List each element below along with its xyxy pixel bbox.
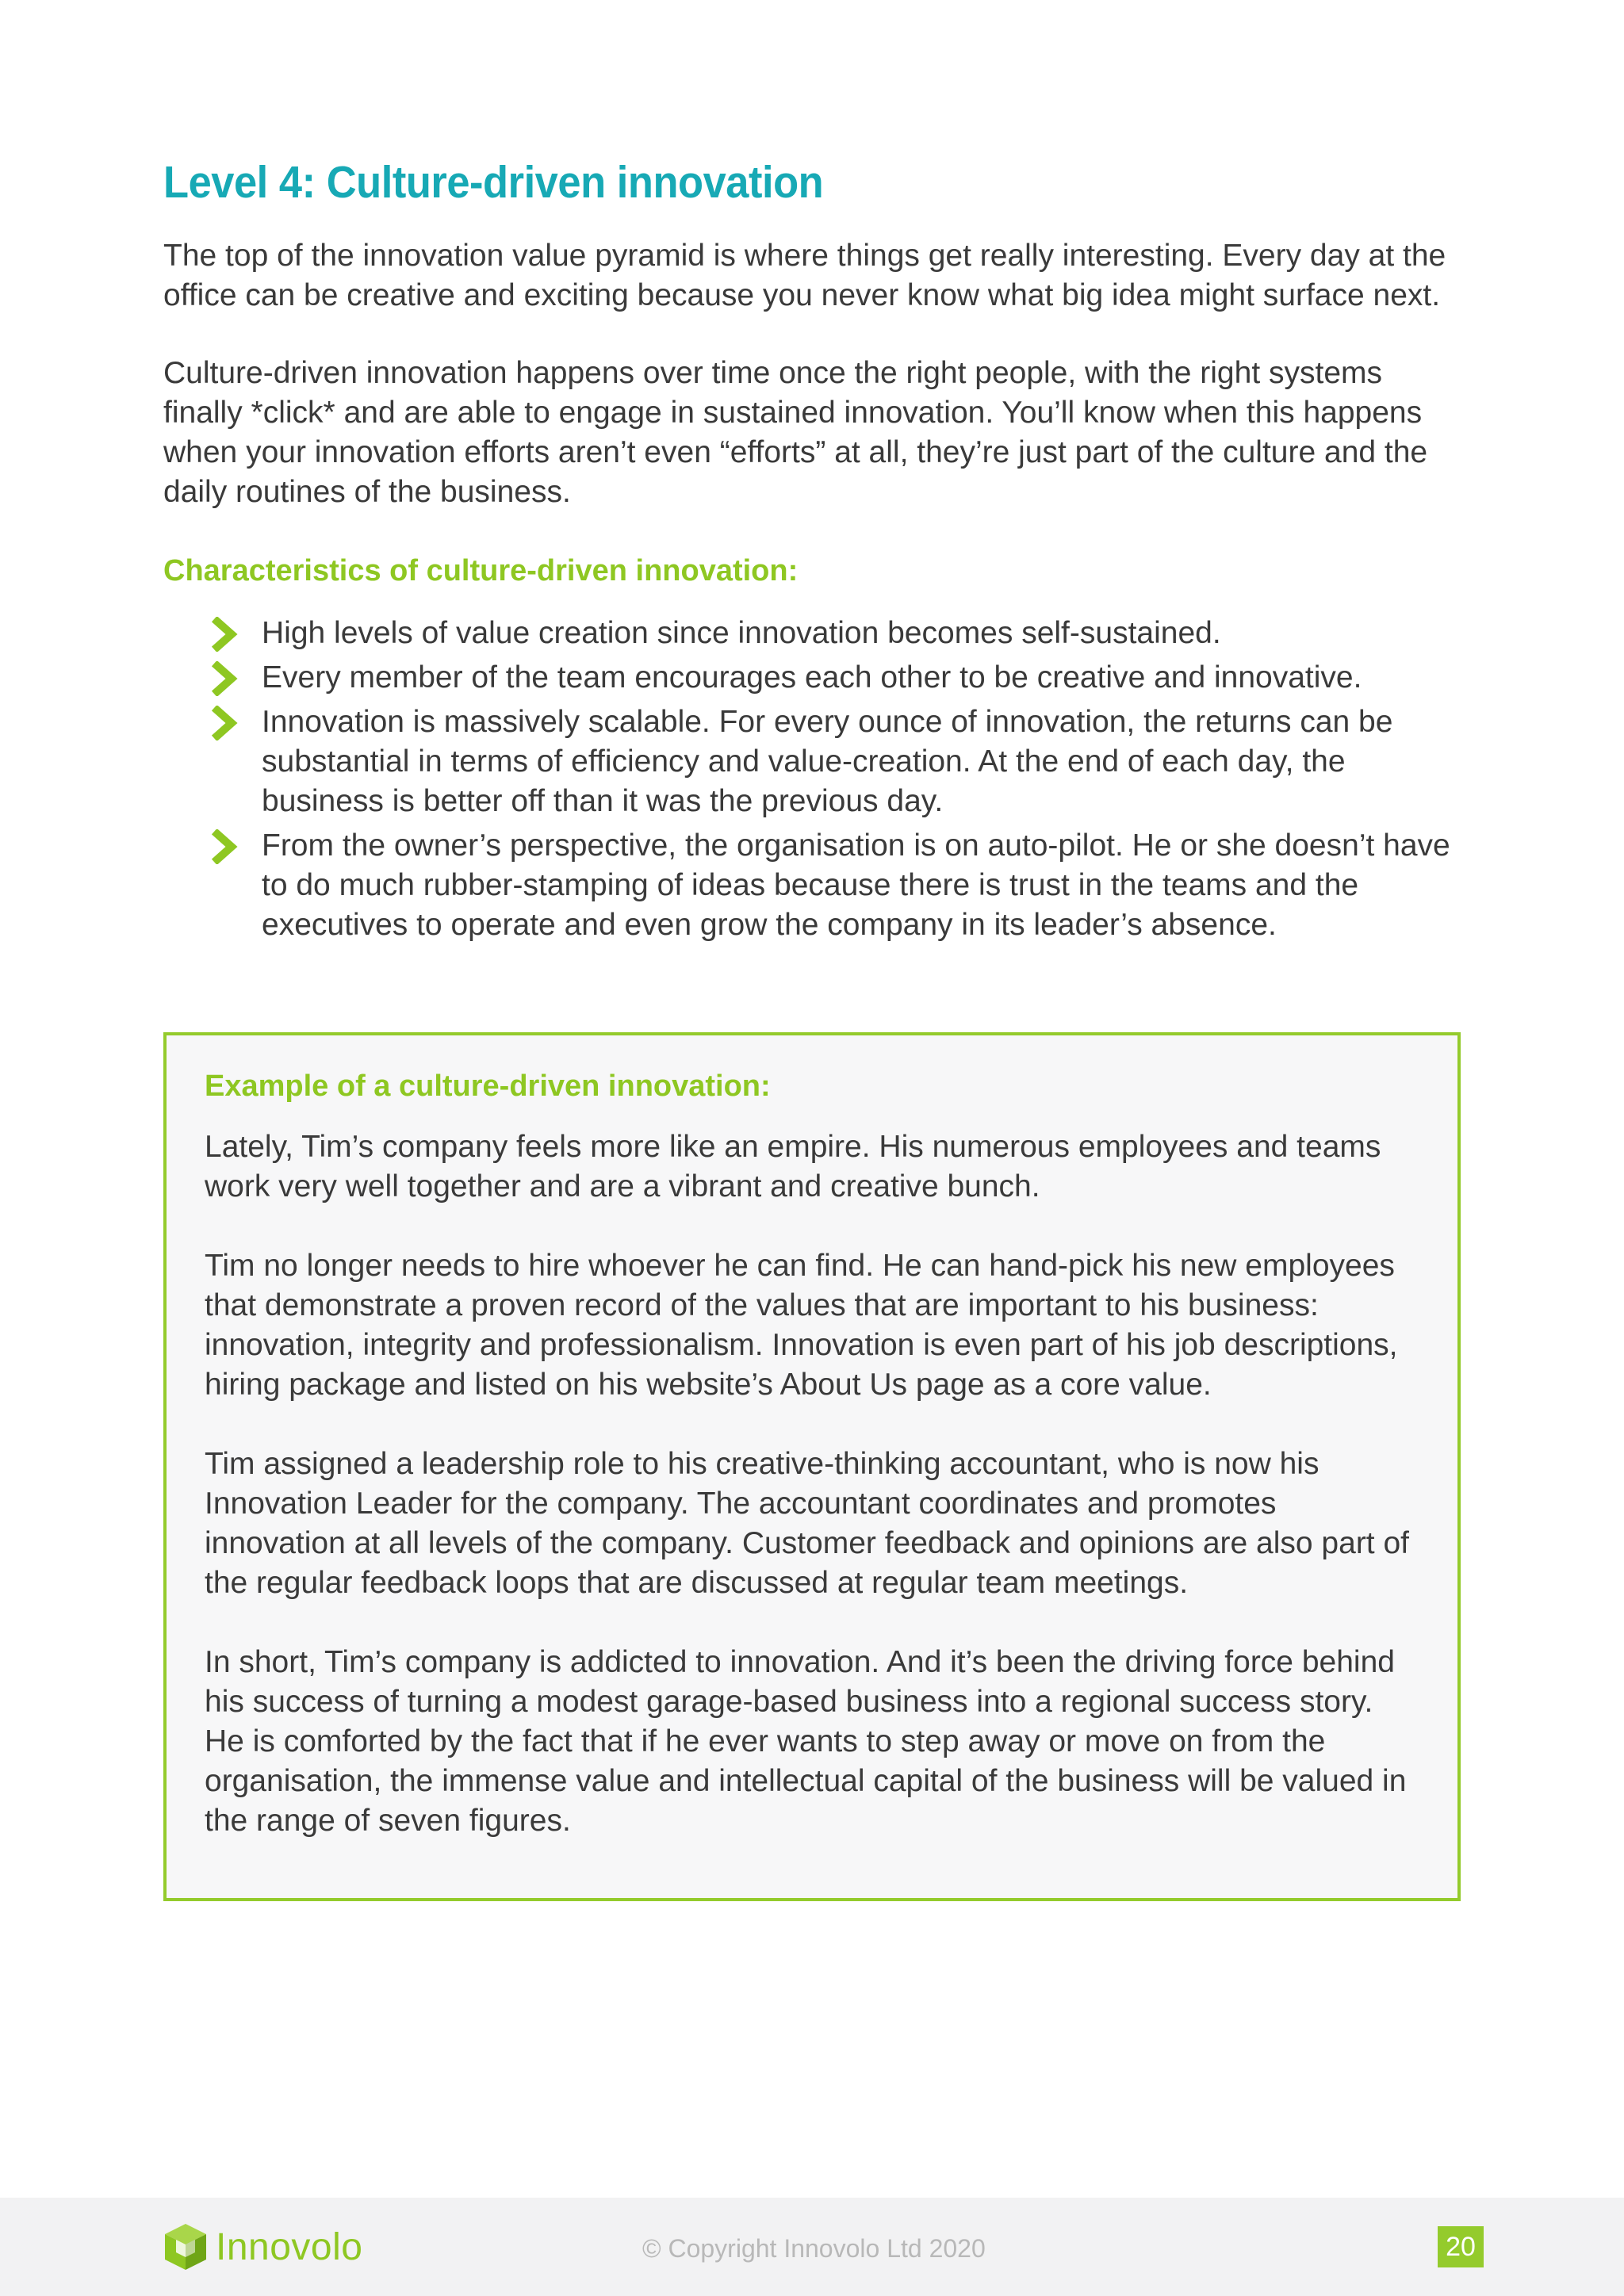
list-item <box>163 658 1461 698</box>
list-item-text: Innovation is massively scalable. For every ounce of innovation, the returns can be substantial in terms of efficiency and value-creation. At the end of each day, the business is better off than it was the previous day. <box>262 705 1393 818</box>
list-item <box>163 702 1461 821</box>
chevron-right-icon <box>211 829 239 864</box>
page-title: Level 4: Culture-driven innovation <box>163 157 824 208</box>
brand-logo <box>162 2221 362 2272</box>
list-item-text: High levels of value creation since innovation becomes self-sustained. <box>262 616 1221 650</box>
page-footer <box>0 2198 1624 2296</box>
copyright-text: © Copyright Innovolo Ltd 2020 <box>642 2234 986 2263</box>
chevron-right-icon <box>211 706 239 740</box>
list-item <box>163 614 1461 653</box>
example-paragraph-3: Tim assigned a leadership role to his creative-thinking accountant, who is now his Innovation Leader for the company. The accountant coordinates and promotes innovation at all levels of the company. Customer feedback and opinions are also part of the regular feedback loops that are discussed at regular team meetings. <box>205 1447 1410 1600</box>
intro-paragraph-2: Culture-driven innovation happens over time once the right people, with the right systems finally *click* and are able to engage in sustained innovation. You’ll know when this happens when your innovation efforts aren’t even “efforts” at all, they’re just part of the culture and the daily routines of the business. <box>163 356 1428 509</box>
intro-paragraph-1: The top of the innovation value pyramid is where things get really interesting. Every day at the office can be creative and exciting because you never know what big idea might surface next. <box>163 239 1446 312</box>
example-callout-box <box>163 1032 1461 1901</box>
characteristics-heading: Characteristics of culture-driven innovation: <box>163 554 799 587</box>
chevron-right-icon <box>211 617 239 652</box>
example-paragraph-1: Lately, Tim’s company feels more like an empire. His numerous employees and teams work very well together and are a vibrant and creative bunch. <box>205 1130 1381 1203</box>
example-paragraph-4: In short, Tim’s company is addicted to innovation. And it’s been the driving force behind his success of turning a modest garage-based business into a regional success story. He is comforted by the fact that if he ever wants to step away or move on from the organisation, the immense value and intellectual capital of the business will be valued in the range of seven figures. <box>205 1645 1407 1838</box>
page-number-badge: 20 <box>1438 2226 1484 2267</box>
chevron-right-icon <box>211 661 239 696</box>
characteristics-list <box>163 614 1461 945</box>
list-item-text: From the owner’s perspective, the organisation is on auto-pilot. He or she doesn’t have to do much rubber-stamping of ideas because there is trust in the teams and the executives to operate and even grow the company in its leader’s absence. <box>262 828 1450 942</box>
example-heading: Example of a culture-driven innovation: <box>205 1070 771 1103</box>
innovolo-cube-logo-icon <box>162 2222 209 2271</box>
example-paragraph-2: Tim no longer needs to hire whoever he can find. He can hand-pick his new employees that demonstrate a proven record of the values that are important to his business: innovation, integrity and professionalism. Innovation is even part of his job descriptions, hiring package and listed on his website’s About Us page as a core value. <box>205 1249 1398 1402</box>
list-item <box>163 826 1461 945</box>
brand-name: Innovolo <box>216 2225 363 2268</box>
page-content <box>163 151 1461 950</box>
list-item-text: Every member of the team encourages each other to be creative and innovative. <box>262 660 1362 695</box>
